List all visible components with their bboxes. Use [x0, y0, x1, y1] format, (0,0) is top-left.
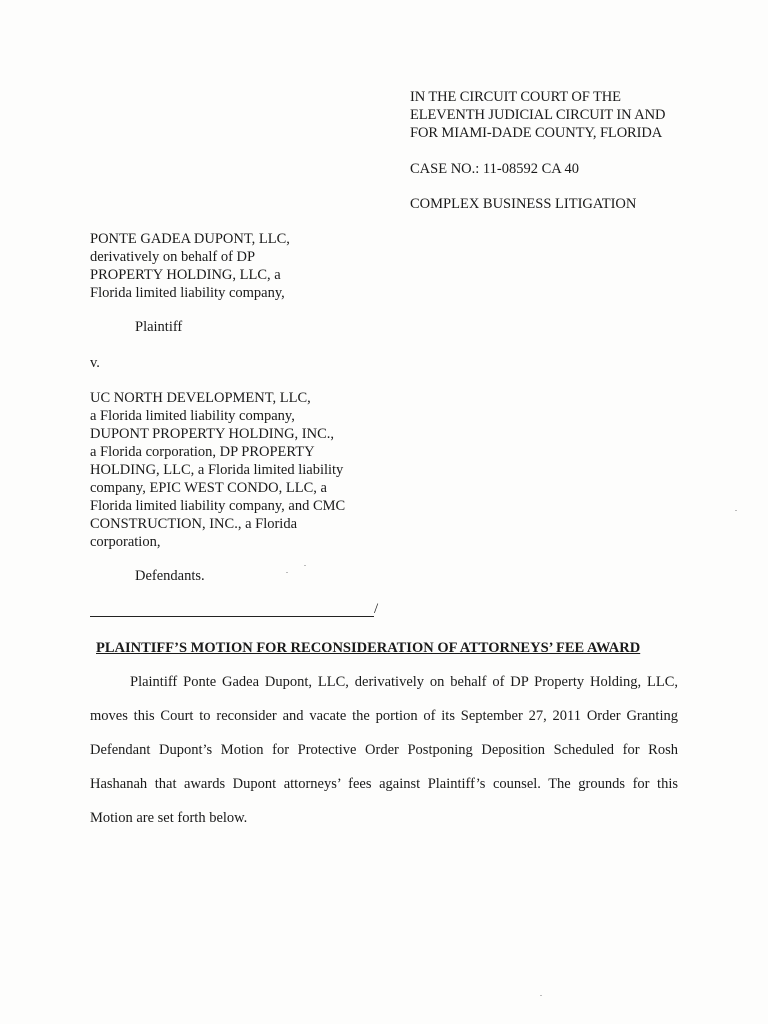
defendant-caption-line: UC NORTH DEVELOPMENT, LLC,: [90, 390, 311, 406]
scan-speck: [304, 565, 306, 566]
court-caption-line: IN THE CIRCUIT COURT OF THE: [410, 89, 621, 105]
plaintiff-caption: [90, 230, 290, 302]
defendants-label: Defendants.: [135, 568, 205, 584]
plaintiff-caption-line: PONTE GADEA DUPONT, LLC,: [90, 231, 290, 247]
motion-body: [90, 673, 678, 843]
scan-speck: [735, 510, 737, 511]
court-caption-line: ELEVENTH JUDICIAL CIRCUIT IN AND: [410, 107, 666, 123]
versus-label: v.: [90, 355, 100, 371]
scan-speck: [286, 572, 288, 573]
defendant-caption: [90, 389, 345, 551]
defendant-caption-line: Florida limited liability company, and CMC: [90, 498, 346, 514]
defendant-caption-line: DUPONT PROPERTY HOLDING, INC.,: [90, 426, 335, 442]
defendant-caption-line: a Florida corporation, DP PROPERTY: [90, 444, 315, 460]
defendant-caption-line: HOLDING, LLC, a Florida limited liability: [90, 462, 344, 478]
caption-divider-slash: /: [374, 601, 379, 617]
division-label: COMPLEX BUSINESS LITIGATION: [410, 196, 637, 212]
defendant-caption-line: CONSTRUCTION, INC., a Florida: [90, 516, 298, 532]
body-line: moves this Court to reconsider and vacate the portion of its September 27, 2011 Order Granting: [90, 708, 678, 724]
defendant-caption-line: corporation,: [90, 534, 161, 550]
plaintiff-caption-line: derivatively on behalf of DP: [90, 249, 256, 265]
motion-title: PLAINTIFF’S MOTION FOR RECONSIDERATION OF ATTORNEYS’ FEE AWARD: [96, 640, 641, 656]
plaintiff-label: Plaintiff: [135, 319, 183, 335]
body-line: Hashanah that awards Dupont attorneys’ fees against Plaintiff’s counsel. The grounds for this: [90, 776, 678, 792]
body-line: Motion are set forth below.: [90, 810, 248, 826]
court-caption-line: FOR MIAMI-DADE COUNTY, FLORIDA: [410, 125, 663, 141]
body-line: Defendant Dupont’s Motion for Protective Order Postponing Deposition Scheduled for Rosh: [90, 742, 678, 758]
body-line: Plaintiff Ponte Gadea Dupont, LLC, derivatively on behalf of DP Property Holding, LLC,: [130, 674, 678, 690]
defendant-caption-line: a Florida limited liability company,: [90, 408, 295, 424]
case-number: CASE NO.: 11-08592 CA 40: [410, 161, 580, 177]
plaintiff-caption-line: PROPERTY HOLDING, LLC, a: [90, 267, 281, 283]
court-caption: [410, 88, 665, 142]
plaintiff-caption-line: Florida limited liability company,: [90, 285, 285, 301]
caption-divider-line: [90, 616, 374, 617]
scan-speck: [540, 995, 542, 996]
defendant-caption-line: company, EPIC WEST CONDO, LLC, a: [90, 480, 327, 496]
